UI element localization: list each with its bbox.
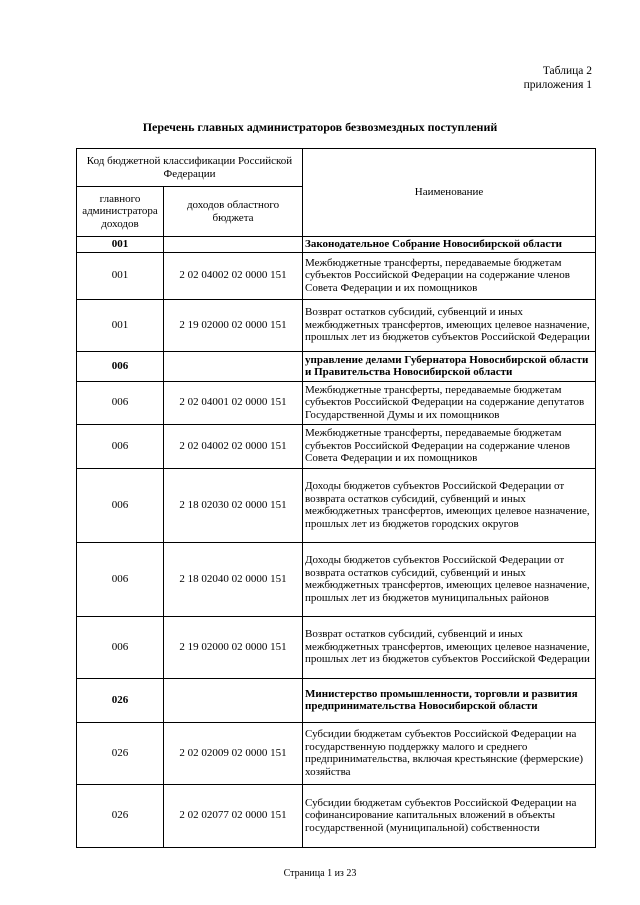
income-code-cell: 2 18 02030 02 0000 151 bbox=[164, 468, 303, 542]
admin-code-cell: 006 bbox=[77, 468, 164, 542]
table-row bbox=[77, 424, 596, 468]
income-code-cell bbox=[164, 678, 303, 722]
table-row bbox=[77, 237, 596, 253]
name-cell: Субсидии бюджетам субъектов Российской Федерации на государственную поддержку малого и среднего предпринимательства, включая крестьянские (фермерские) хозяйства bbox=[303, 722, 596, 784]
table-row bbox=[77, 722, 596, 784]
admin-code-cell: 026 bbox=[77, 678, 164, 722]
admin-code-cell: 001 bbox=[77, 299, 164, 351]
admin-code-cell: 026 bbox=[77, 722, 164, 784]
income-code-cell bbox=[164, 351, 303, 381]
income-code-cell: 2 02 02009 02 0000 151 bbox=[164, 722, 303, 784]
income-code-cell: 2 19 02000 02 0000 151 bbox=[164, 299, 303, 351]
administrators-table bbox=[76, 148, 596, 848]
name-cell: управление делами Губернатора Новосибирской области и Правительства Новосибирской области bbox=[303, 351, 596, 381]
name-cell: Доходы бюджетов субъектов Российской Федерации от возврата остатков субсидий, субвенций и иных межбюджетных трансфертов, имеющих целевое назначение, прошлых лет из бюджетов городских округов bbox=[303, 468, 596, 542]
name-cell: Законодательное Собрание Новосибирской области bbox=[303, 237, 596, 253]
admin-code-cell: 006 bbox=[77, 542, 164, 616]
income-code-cell: 2 02 04001 02 0000 151 bbox=[164, 381, 303, 424]
name-cell: Межбюджетные трансферты, передаваемые бюджетам субъектов Российской Федерации на содержание членов Совета Федерации и их помощников bbox=[303, 424, 596, 468]
admin-code-cell: 006 bbox=[77, 381, 164, 424]
name-cell: Межбюджетные трансферты, передаваемые бюджетам субъектов Российской Федерации на содержание депутатов Государственной Думы и их помощников bbox=[303, 381, 596, 424]
table-row bbox=[77, 678, 596, 722]
name-cell: Министерство промышленности, торговли и развития предпринимательства Новосибирской области bbox=[303, 678, 596, 722]
admin-code-cell: 001 bbox=[77, 252, 164, 299]
table-row bbox=[77, 299, 596, 351]
income-column-header: доходов областного бюджета bbox=[164, 187, 303, 237]
table-row bbox=[77, 381, 596, 424]
name-cell: Доходы бюджетов субъектов Российской Федерации от возврата остатков субсидий, субвенций и иных межбюджетных трансфертов, имеющих целевое назначение, прошлых лет из бюджетов муниципальных районов bbox=[303, 542, 596, 616]
name-cell: Возврат остатков субсидий, субвенций и иных межбюджетных трансфертов, имеющих целевое назначение, прошлых лет из бюджетов субъектов Российской Федерации bbox=[303, 616, 596, 678]
income-code-cell: 2 02 04002 02 0000 151 bbox=[164, 424, 303, 468]
budget-classification-header: Код бюджетной классификации Российской Федерации bbox=[77, 149, 303, 187]
income-code-cell bbox=[164, 237, 303, 253]
income-code-cell: 2 02 02077 02 0000 151 bbox=[164, 784, 303, 847]
document-title: Перечень главных администраторов безвозмездных поступлений bbox=[142, 120, 498, 134]
admin-code-cell: 001 bbox=[77, 237, 164, 253]
admin-code-cell: 006 bbox=[77, 424, 164, 468]
page-footer: Страница 1 из 23 bbox=[283, 868, 357, 879]
table-row bbox=[77, 784, 596, 847]
income-code-cell: 2 18 02040 02 0000 151 bbox=[164, 542, 303, 616]
table-row bbox=[77, 468, 596, 542]
name-column-header: Наименование bbox=[303, 149, 596, 237]
name-cell: Возврат остатков субсидий, субвенций и иных межбюджетных трансфертов, имеющих целевое назначение, прошлых лет из бюджетов субъектов Российской Федерации bbox=[303, 299, 596, 351]
table-caption bbox=[524, 64, 592, 92]
table-row bbox=[77, 351, 596, 381]
table-row bbox=[77, 616, 596, 678]
admin-code-cell: 026 bbox=[77, 784, 164, 847]
table-body bbox=[77, 237, 596, 848]
income-code-cell: 2 02 04002 02 0000 151 bbox=[164, 252, 303, 299]
name-cell: Межбюджетные трансферты, передаваемые бюджетам субъектов Российской Федерации на содержание членов Совета Федерации и их помощников bbox=[303, 252, 596, 299]
admin-code-cell: 006 bbox=[77, 616, 164, 678]
admin-code-cell: 006 bbox=[77, 351, 164, 381]
table-row bbox=[77, 542, 596, 616]
table-row bbox=[77, 252, 596, 299]
admin-column-header: главного администратора доходов bbox=[77, 187, 164, 237]
income-code-cell: 2 19 02000 02 0000 151 bbox=[164, 616, 303, 678]
caption-line-2: приложения 1 bbox=[523, 79, 592, 91]
caption-line-1: Таблица 2 bbox=[542, 65, 592, 77]
name-cell: Субсидии бюджетам субъектов Российской Федерации на софинансирование капитальных вложений в объекты государственной (муниципальной) собственности bbox=[303, 784, 596, 847]
